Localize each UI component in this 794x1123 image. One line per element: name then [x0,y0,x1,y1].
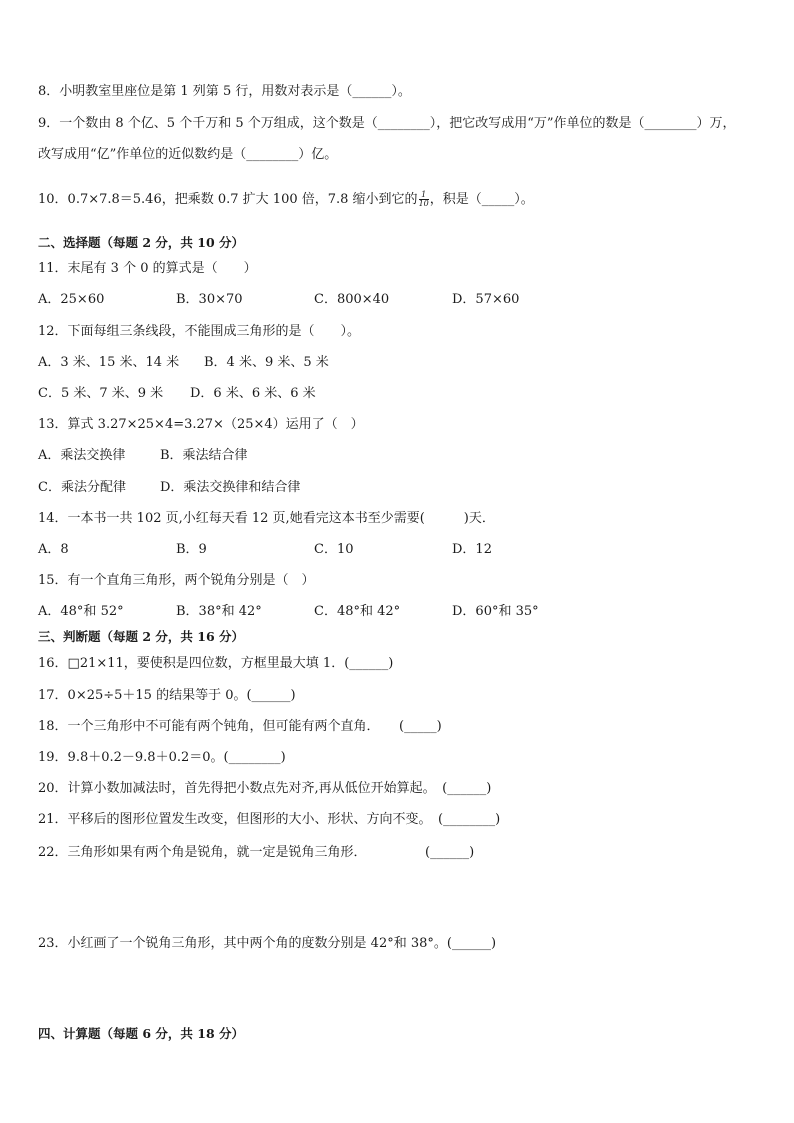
question-13-option-c: C．乘法分配律 [38,480,126,495]
question-12: 12．下面每组三条线段，不能围成三角形的是（ ）。 [38,324,361,339]
question-12-option-d: D．6 米、6 米、6 米 [190,386,316,401]
section-2-heading: 二、选择题（每题 2 分，共 10 分） [38,235,245,250]
question-22: 22．三角形如果有两个角是锐角，就一定是锐角三角形． (______) [38,845,475,860]
question-14-option-a: A．8 [38,542,69,557]
question-13-option-a: A．乘法交换律 [38,448,126,463]
question-14: 14．一本书一共 102 页,小红每天看 12 页,她看完这本书至少需要( )天． [38,511,495,526]
question-15: 15．有一个直角三角形，两个锐角分别是（ ） [38,573,315,588]
question-11: 11．末尾有 3 个 0 的算式是（ ） [38,261,257,276]
question-15-option-b: B．38°和 42° [176,604,262,619]
question-12-option-a: A．3 米、15 米、14 米 [38,355,180,370]
question-19: 19．9.8＋0.2－9.8＋0.2＝0。(________) [38,750,286,765]
question-12-option-c: C．5 米、7 米、9 米 [38,386,164,401]
question-11-option-a: A．25×60 [38,292,105,307]
question-9-line-2: 改写成用“亿”作单位的近似数约是（________）亿。 [38,147,338,162]
question-17: 17．0×25÷5＋15 的结果等于 0。(______) [38,688,296,703]
question-10 [38,191,534,208]
question-16: 16．□21×11，要使积是四位数，方框里最大填 1．(______) [38,656,394,671]
question-23: 23．小红画了一个锐角三角形，其中两个角的度数分别是 42°和 38°。(______) [38,936,497,951]
question-13-option-b: B．乘法结合律 [160,448,248,463]
question-14-option-b: B．9 [176,542,207,557]
fraction-numerator: 1 [419,191,429,200]
question-13: 13．算式 3.27×25×4=3.27×（25×4）运用了（ ） [38,417,364,432]
section-3-heading: 三、判断题（每题 2 分，共 16 分） [38,629,245,644]
question-13-option-d: D．乘法交换律和结合律 [160,480,301,495]
question-21: 21．平移后的图形位置发生改变，但图形的大小、形状、方向不变。 (________) [38,812,501,827]
question-9-line-1: 9．一个数由 8 个亿、5 个千万和 5 个万组成，这个数是（________），把它改写成用“万”作单位的数是（________）万， [38,116,736,131]
question-10-text-after: ，积是（_____）。 [429,192,534,207]
question-15-option-c: C．48°和 42° [314,604,401,619]
fraction-one-tenth [419,191,429,208]
question-11-option-b: B．30×70 [176,292,243,307]
question-15-option-d: D．60°和 35° [452,604,539,619]
question-8: 8．小明教室里座位是第 1 列第 5 行，用数对表示是（______）。 [38,84,411,99]
question-20: 20．计算小数加减法时，首先得把小数点先对齐,再从低位开始算起。 (______) [38,781,492,796]
fraction-denominator: 10 [418,199,429,208]
question-11-option-c: C．800×40 [314,292,390,307]
question-11-option-d: D．57×60 [452,292,520,307]
question-15-option-a: A．48°和 52° [38,604,124,619]
question-18: 18．一个三角形中不可能有两个钝角，但可能有两个直角． (_____) [38,719,442,734]
question-14-option-c: C．10 [314,542,354,557]
question-10-text-before: 10．0.7×7.8＝5.46，把乘数 0.7 扩大 100 倍，7.8 缩小到它的 [38,192,418,207]
section-4-heading: 四、计算题（每题 6 分，共 18 分） [38,1026,245,1041]
question-14-option-d: D．12 [452,542,492,557]
question-12-option-b: B．4 米、9 米、5 米 [204,355,329,370]
